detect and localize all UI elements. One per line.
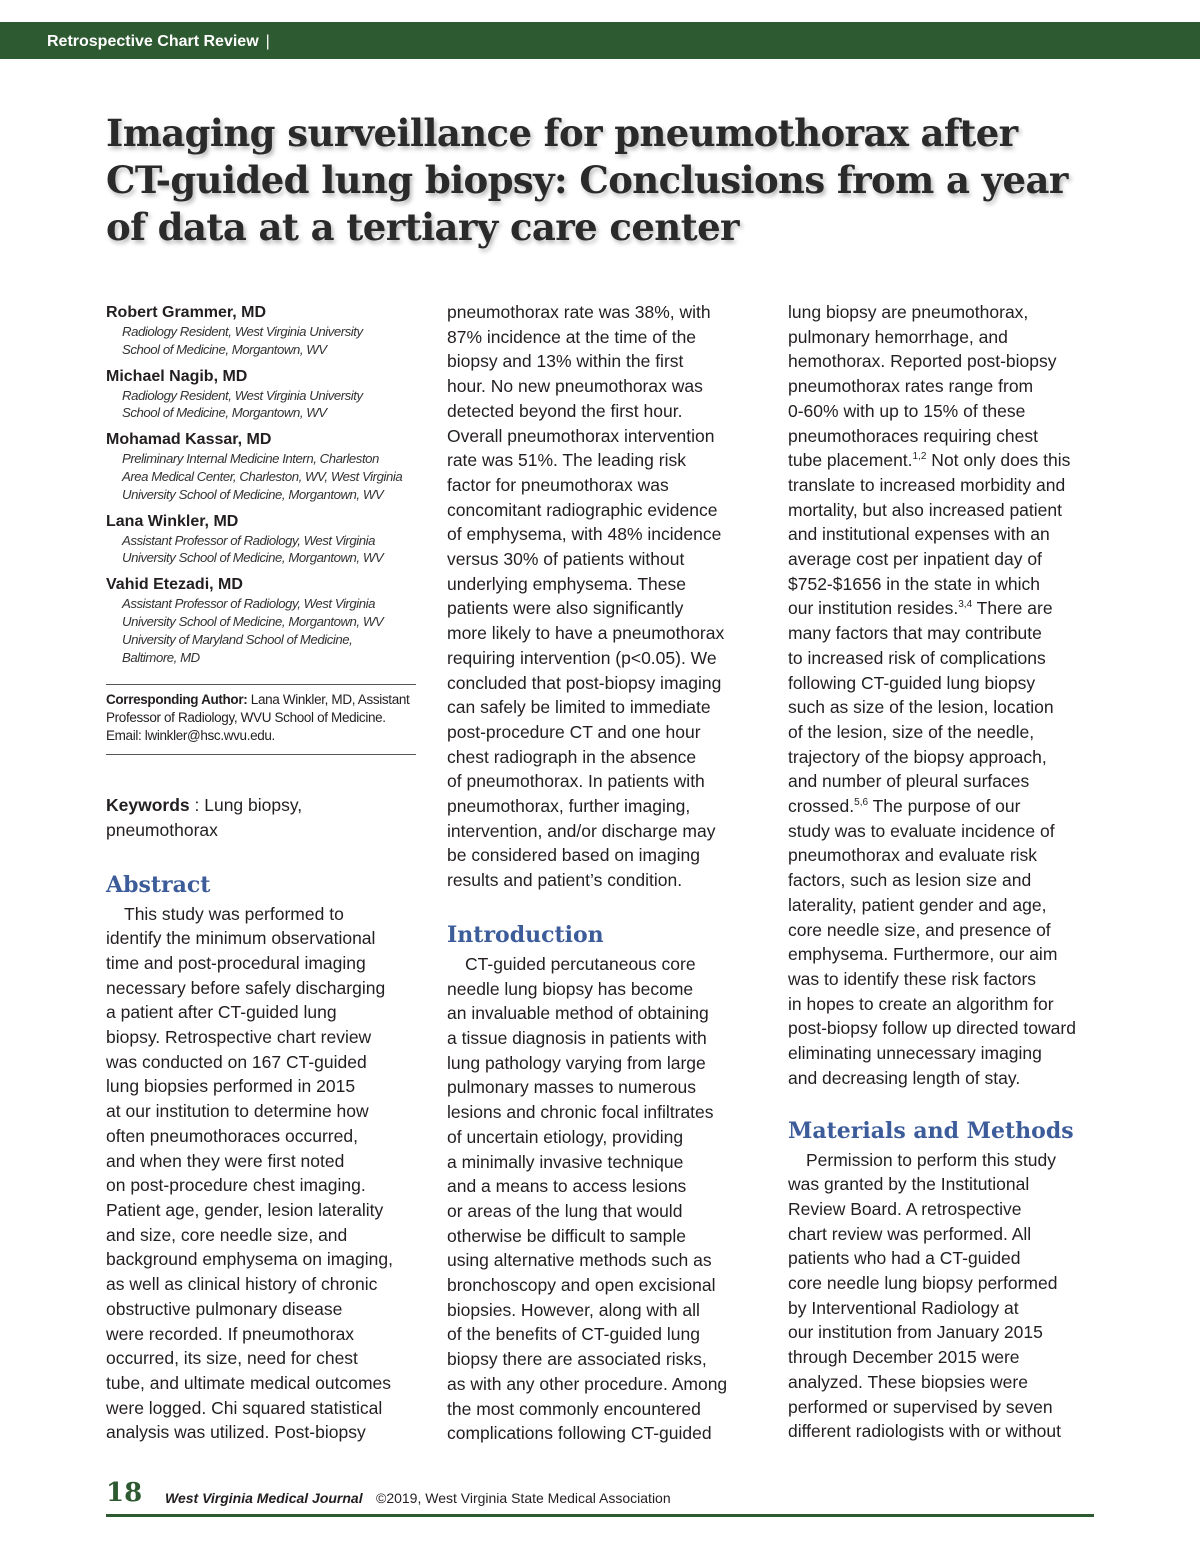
text-segment: average cost per inpatient day of: [788, 549, 1042, 570]
author-entry: [106, 575, 416, 666]
section-separator: |: [265, 33, 270, 50]
text-segment: factors, such as lesion size and: [788, 870, 1032, 891]
text-line: [788, 967, 1108, 992]
citation-superscript: 5,6: [854, 797, 869, 809]
text-line: using alternative methods such as: [447, 1250, 712, 1271]
text-line: background emphysema on imaging,: [106, 1249, 393, 1270]
text-line: [788, 448, 1108, 473]
text-line: time and post-procedural imaging: [106, 952, 366, 973]
text-line: underlying emphysema. These: [447, 573, 686, 594]
text-line: CT-guided percutaneous core: [465, 953, 696, 974]
text-segment: and decreasing length of stay.: [788, 1067, 1021, 1088]
text-line: intervention, and/or discharge may: [447, 820, 716, 841]
text-line: the most commonly encountered: [447, 1398, 701, 1419]
text-line: [788, 942, 1108, 967]
text-line: was granted by the Institutional: [788, 1174, 1030, 1195]
text-line: needle lung biopsy has become: [447, 978, 694, 999]
author-affiliation-line: Preliminary Internal Medicine Intern, Charleston: [122, 451, 379, 467]
text-line: were recorded. If pneumothorax: [106, 1323, 355, 1344]
author-entry: [106, 303, 416, 359]
text-line: of uncertain etiology, providing: [447, 1126, 684, 1147]
text-line: as with any other procedure. Among: [447, 1373, 728, 1394]
text-line: on post-procedure chest imaging.: [106, 1175, 366, 1196]
text-line: was conducted on 167 CT-guided: [106, 1051, 367, 1072]
text-line: [788, 1066, 1108, 1091]
author-affiliation-line: School of Medicine, Morgantown, WV: [122, 341, 327, 357]
column-3: [788, 300, 1108, 1444]
text-segment: translate to increased morbidity and: [788, 474, 1066, 495]
text-segment: tube placement.: [788, 450, 913, 471]
text-line: and a means to access lesions: [447, 1176, 687, 1197]
text-segment: core needle size, and presence of: [788, 919, 1051, 940]
text-line: at our institution to determine how: [106, 1101, 369, 1122]
text-line: hour. No new pneumothorax was: [447, 376, 703, 397]
text-segment: study was to evaluate incidence of: [788, 820, 1055, 841]
text-segment: in hopes to create an algorithm for: [788, 993, 1054, 1014]
corresponding-line: Lana Winkler, MD, Assistant: [247, 692, 410, 708]
text-segment: eliminating unnecessary imaging: [788, 1043, 1042, 1064]
text-line: were logged. Chi squared statistical: [106, 1397, 383, 1418]
text-line: patients who had a CT-guided: [788, 1248, 1021, 1269]
text-line: post-procedure CT and one hour: [447, 721, 701, 742]
section-name: Retrospective Chart Review: [47, 33, 259, 50]
text-line: biopsies. However, along with all: [447, 1299, 700, 1320]
abstract-heading: Abstract: [106, 871, 211, 898]
author-affiliation-line: Assistant Professor of Radiology, West Virginia: [122, 596, 375, 612]
keywords: [106, 793, 416, 842]
text-line: by Interventional Radiology at: [788, 1297, 1019, 1318]
author-entry: [106, 512, 416, 568]
text-line: Overall pneumothorax intervention: [447, 425, 715, 446]
author-affiliation-line: University School of Medicine, Morgantown, WV: [122, 550, 384, 566]
text-segment: pulmonary hemorrhage, and: [788, 326, 1008, 347]
text-line: [788, 918, 1108, 943]
author-affiliation-line: University of Maryland School of Medicine,: [122, 631, 353, 647]
text-line: performed or supervised by seven: [788, 1396, 1053, 1417]
text-line: and size, core needle size, and: [106, 1224, 348, 1245]
text-line: biopsy and 13% within the first: [447, 351, 684, 372]
author-affiliation-line: Assistant Professor of Radiology, West Virginia: [122, 532, 375, 548]
text-segment: such as size of the lesion, location: [788, 697, 1054, 718]
author-affiliation-line: Radiology Resident, West Virginia University: [122, 324, 363, 339]
text-line: [788, 596, 1108, 621]
text-line: [788, 325, 1108, 350]
article-title: [106, 110, 1106, 251]
introduction-body: [447, 952, 757, 1446]
text-line: of pneumothorax. In patients with: [447, 771, 705, 792]
page-number: 18: [106, 1478, 143, 1508]
text-line: factor for pneumothorax was: [447, 474, 669, 495]
text-segment: mortality, but also increased patient: [788, 499, 1062, 520]
text-line: This study was performed to: [124, 903, 344, 924]
title-line: CT-guided lung biopsy: Conclusions from a year: [106, 158, 1068, 202]
text-line: [788, 1041, 1108, 1066]
keywords-line: pneumothorax: [106, 819, 218, 840]
text-line: a tissue diagnosis in patients with: [447, 1027, 707, 1048]
section-header-bar: [0, 22, 1200, 59]
methods-body: [788, 1148, 1108, 1444]
text-line: a minimally invasive technique: [447, 1151, 684, 1172]
text-line: and when they were first noted: [106, 1150, 345, 1171]
text-line: [788, 769, 1108, 794]
column-2: [447, 300, 757, 1446]
text-line: of emphysema, with 48% incidence: [447, 524, 722, 545]
text-line: different radiologists with or without: [788, 1421, 1062, 1442]
text-line: pneumothorax, further imaging,: [447, 796, 691, 817]
text-segment: following CT-guided lung biopsy: [788, 672, 1036, 693]
text-line: [788, 498, 1108, 523]
text-line: lung biopsies performed in 2015: [106, 1076, 356, 1097]
text-segment: trajectory of the biopsy approach,: [788, 746, 1047, 767]
text-segment: of the lesion, size of the needle,: [788, 721, 1035, 742]
text-line: bronchoscopy and open excisional: [447, 1275, 716, 1296]
author-list: [106, 303, 416, 666]
text-line: detected beyond the first hour.: [447, 400, 683, 421]
author-name: Mohamad Kassar, MD: [106, 431, 272, 449]
text-line: of the benefits of CT-guided lung: [447, 1324, 700, 1345]
text-line: [788, 992, 1108, 1017]
text-line: lung pathology varying from large: [447, 1052, 706, 1073]
text-segment: and institutional expenses with an: [788, 524, 1050, 545]
text-line: [788, 473, 1108, 498]
introduction-heading: Introduction: [447, 921, 604, 948]
text-line: [788, 695, 1108, 720]
text-line: be considered based on imaging: [447, 845, 700, 866]
corresponding-author: [106, 684, 416, 755]
copyright: ©2019, West Virginia State Medical Association: [376, 1490, 671, 1506]
text-segment: hemothorax. Reported post-biopsy: [788, 351, 1057, 372]
author-name: Vahid Etezadi, MD: [106, 576, 243, 594]
text-line: otherwise be difficult to sample: [447, 1225, 686, 1246]
text-segment: pneumothorax rates range from: [788, 376, 1034, 397]
text-line: [788, 572, 1108, 597]
text-segment: post-biopsy follow up directed toward: [788, 1018, 1076, 1039]
title-line: Imaging surveillance for pneumothorax after: [106, 111, 1018, 155]
author-affiliation-line: Radiology Resident, West Virginia University: [122, 387, 363, 403]
text-line: necessary before safely discharging: [106, 977, 386, 998]
journal-name: West Virginia Medical Journal: [165, 1490, 363, 1506]
text-line: lesions and chronic focal infiltrates: [447, 1102, 714, 1123]
text-line: [788, 621, 1108, 646]
text-line: pulmonary masses to numerous: [447, 1077, 696, 1098]
text-segment: many factors that may contribute: [788, 623, 1042, 644]
text-line: biopsy there are associated risks,: [447, 1349, 707, 1370]
text-line: versus 30% of patients without: [447, 549, 685, 570]
author-entry: [106, 430, 416, 503]
text-line: an invaluable method of obtaining: [447, 1003, 709, 1024]
author-affiliation-line: University School of Medicine, Morgantown, WV: [122, 486, 384, 502]
text-line: analyzed. These biopsies were: [788, 1371, 1028, 1392]
text-segment: emphysema. Furthermore, our aim: [788, 944, 1058, 965]
text-line: through December 2015 were: [788, 1347, 1020, 1368]
text-line: [788, 868, 1108, 893]
text-line: as well as clinical history of chronic: [106, 1274, 378, 1295]
methods-heading: Materials and Methods: [788, 1117, 1074, 1144]
text-line: [788, 399, 1108, 424]
abstract-body-continued: [447, 300, 757, 893]
text-line: more likely to have a pneumothorax: [447, 623, 725, 644]
text-line: Permission to perform this study: [806, 1149, 1056, 1170]
text-line: [788, 720, 1108, 745]
column-1: [106, 300, 416, 1445]
text-line: pneumothorax rate was 38%, with: [447, 302, 711, 322]
text-line: [788, 893, 1108, 918]
text-segment: and number of pleural surfaces: [788, 771, 1030, 792]
text-line: [788, 349, 1108, 374]
text-line: [788, 843, 1108, 868]
section-label: [47, 22, 270, 61]
text-line: obstructive pulmonary disease: [106, 1298, 343, 1319]
author-name: Robert Grammer, MD: [106, 304, 267, 321]
author-name: Michael Nagib, MD: [106, 367, 248, 385]
text-line: [788, 819, 1108, 844]
author-entry: [106, 367, 416, 423]
text-segment: laterality, patient gender and age,: [788, 894, 1047, 915]
text-line: [788, 547, 1108, 572]
text-line: [788, 374, 1108, 399]
corresponding-label: Corresponding Author:: [106, 692, 248, 708]
author-affiliation-line: School of Medicine, Morgantown, WV: [122, 405, 327, 421]
text-line: [788, 745, 1108, 770]
text-line: Patient age, gender, lesion laterality: [106, 1199, 384, 1220]
text-segment: The purpose of our: [868, 796, 1021, 817]
keywords-label: Keywords: [106, 795, 190, 816]
text-line: or areas of the lung that would: [447, 1200, 683, 1221]
text-line: rate was 51%. The leading risk: [447, 450, 686, 471]
author-name: Lana Winkler, MD: [106, 512, 239, 530]
text-line: requiring intervention (p<0.05). We: [447, 647, 717, 668]
text-segment: There are: [972, 598, 1053, 619]
text-line: 87% incidence at the time of the: [447, 326, 697, 347]
text-segment: crossed.: [788, 796, 855, 817]
author-affiliation-line: Area Medical Center, Charleston, WV, West Virginia: [122, 468, 403, 484]
citation-superscript: 1,2: [912, 451, 927, 463]
text-line: occurred, its size, need for chest: [106, 1348, 358, 1369]
text-line: [788, 522, 1108, 547]
citation-superscript: 3,4: [958, 599, 973, 611]
text-line: chest radiograph in the absence: [447, 746, 697, 767]
text-line: analysis was utilized. Post-biopsy: [106, 1422, 366, 1443]
text-line: core needle lung biopsy performed: [788, 1273, 1058, 1294]
text-segment: pneumothoraces requiring chest: [788, 425, 1039, 446]
text-line: results and patient’s condition.: [447, 870, 683, 891]
corresponding-email: Email: lwinkler@hsc.wvu.edu.: [106, 727, 275, 743]
text-line: often pneumothoraces occurred,: [106, 1125, 358, 1146]
introduction-body-continued: [788, 300, 1108, 1091]
text-line: [788, 671, 1108, 696]
text-line: [788, 794, 1108, 819]
text-line: concomitant radiographic evidence: [447, 499, 718, 520]
footer-rule: [106, 1514, 1094, 1517]
text-line: identify the minimum observational: [106, 928, 376, 949]
text-line: chart review was performed. All: [788, 1223, 1032, 1244]
text-line: [788, 300, 1108, 325]
text-segment: lung biopsy are pneumothorax,: [788, 302, 1029, 322]
author-affiliation-line: University School of Medicine, Morgantown, WV: [122, 613, 384, 629]
text-line: can safely be limited to immediate: [447, 697, 711, 718]
text-segment: 0-60% with up to 15% of these: [788, 400, 1026, 421]
text-segment: our institution resides.: [788, 598, 959, 619]
text-line: Review Board. A retrospective: [788, 1198, 1022, 1219]
title-line: of data at a tertiary care center: [106, 205, 739, 249]
text-line: [788, 424, 1108, 449]
text-segment: $752-$1656 in the state in which: [788, 573, 1040, 594]
text-segment: Not only does this: [926, 450, 1071, 471]
corresponding-line: Professor of Radiology, WVU School of Medicine.: [106, 709, 386, 725]
text-line: biopsy. Retrospective chart review: [106, 1027, 372, 1048]
text-line: complications following CT-guided: [447, 1423, 712, 1444]
text-line: concluded that post-biopsy imaging: [447, 672, 722, 693]
abstract-body: [106, 902, 416, 1445]
text-line: patients were also significantly: [447, 598, 684, 619]
text-line: a patient after CT-guided lung: [106, 1002, 337, 1023]
text-segment: pneumothorax and evaluate risk: [788, 845, 1038, 866]
text-segment: to increased risk of complications: [788, 647, 1046, 668]
text-segment: was to identify these risk factors: [788, 968, 1037, 989]
author-affiliation-line: Baltimore, MD: [122, 649, 200, 665]
keywords-line: : Lung biopsy,: [189, 795, 303, 816]
text-line: [788, 646, 1108, 671]
text-line: [788, 1016, 1108, 1041]
text-line: tube, and ultimate medical outcomes: [106, 1372, 392, 1393]
text-line: our institution from January 2015: [788, 1322, 1043, 1343]
